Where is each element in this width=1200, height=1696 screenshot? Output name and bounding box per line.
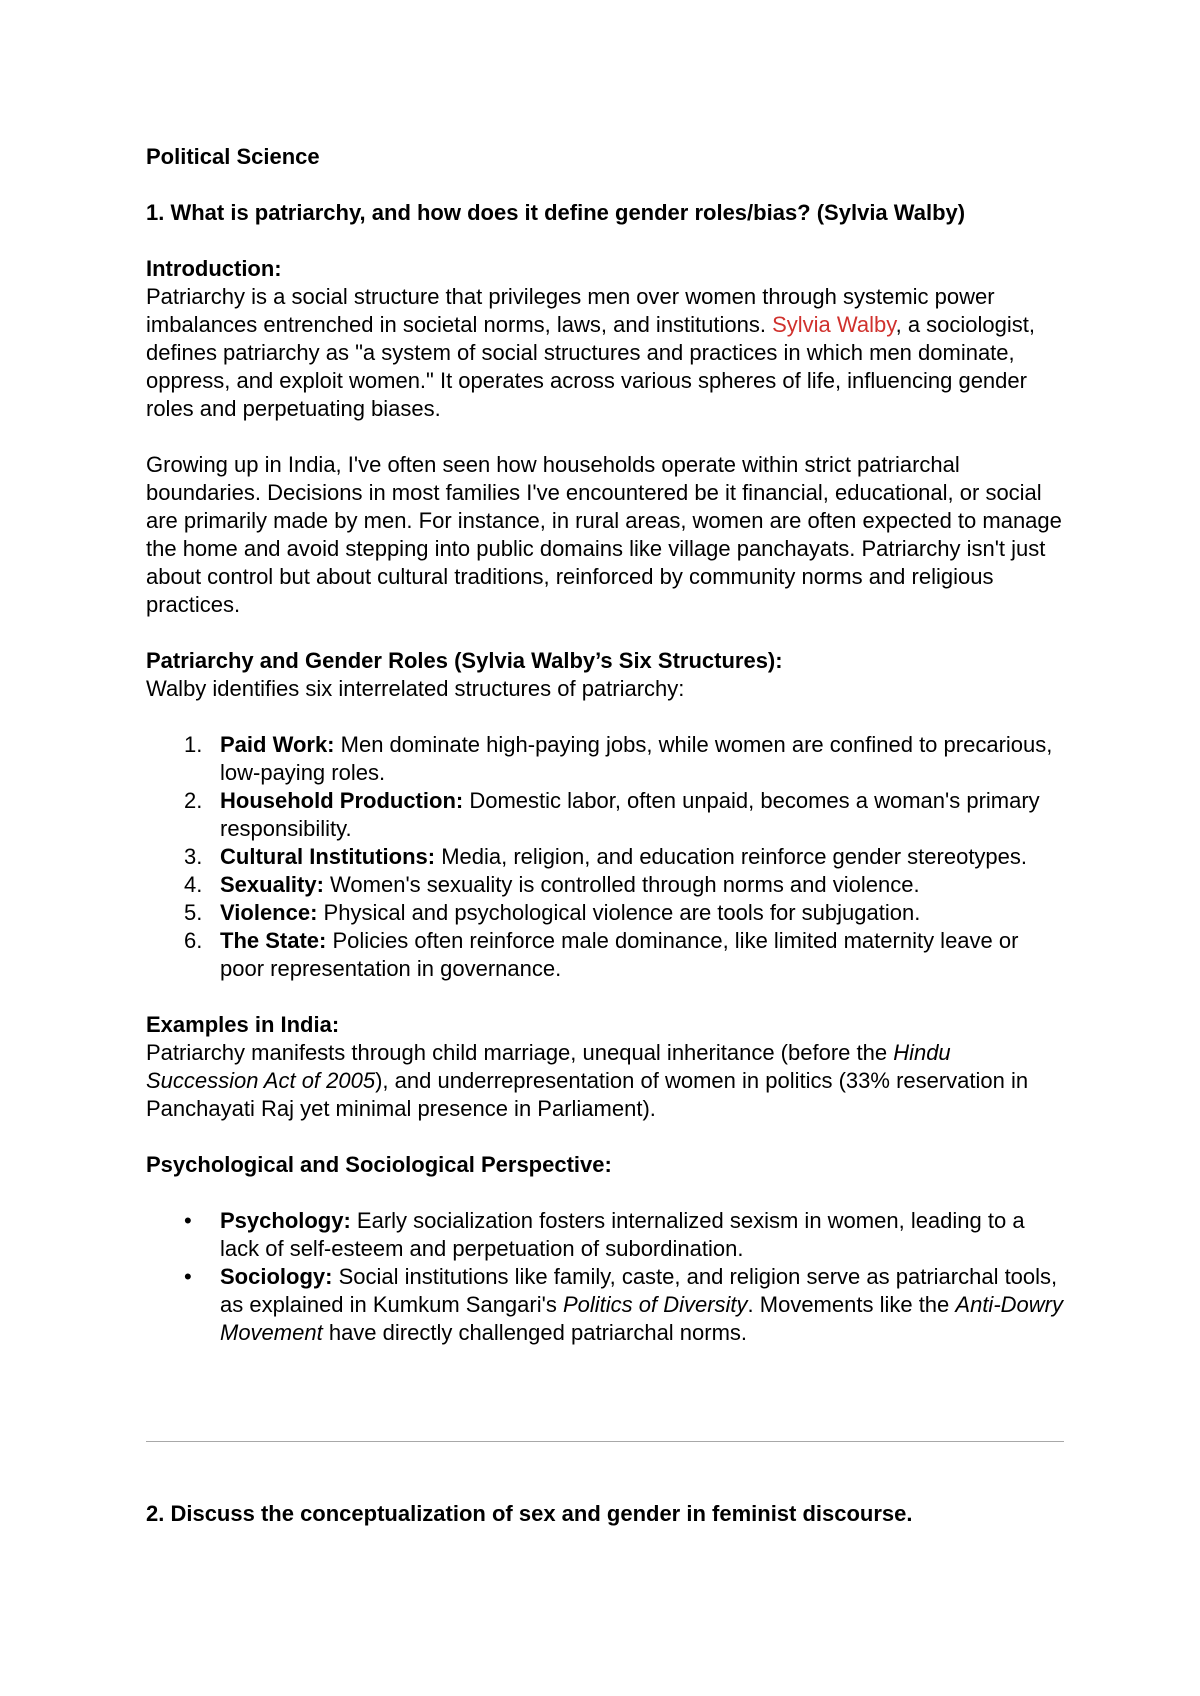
six-structures-heading: Patriarchy and Gender Roles (Sylvia Walby’s Six Structures): (146, 648, 783, 673)
list-number: 2. (184, 788, 203, 813)
list-text: Domestic labor, often unpaid, becomes a woman's primary responsibility. (220, 788, 1040, 841)
examples-heading: Examples in India: (146, 1012, 340, 1037)
list-text: Physical and psychological violence are tools for subjugation. (317, 900, 921, 925)
examples-text-after: ), and underrepresentation of women in politics (33% reservation in Panchayati Raj yet minimal presence in Parliament). (146, 1068, 1029, 1121)
bullet-icon: • (184, 1208, 192, 1233)
hindu-succession-act: Hindu Succession Act of 2005 (146, 1040, 951, 1093)
question-1-title: 1. What is patriarchy, and how does it define gender roles/bias? (Sylvia Walby) (146, 200, 966, 225)
list-text: Women's sexuality is controlled through norms and violence. (323, 872, 920, 897)
section-divider (146, 1441, 1064, 1442)
list-item (146, 899, 1066, 927)
list-term: Household Production: (220, 788, 464, 813)
six-structures-lead: Walby identifies six interrelated structures of patriarchy: (146, 676, 685, 701)
list-term: Violence: (220, 900, 318, 925)
politics-of-diversity: Politics of Diversity (562, 1292, 748, 1317)
intro-text-after: , a sociologist, defines patriarchy as "a system of social structures and practices in which men dominate, oppress, and exploit women." It operates across various spheres of life, influencing gender roles and perpetuating biases. (146, 312, 1035, 421)
examples-text-before: Patriarchy manifests through child marriage, unequal inheritance (before the (146, 1040, 894, 1065)
list-term: Cultural Institutions: (220, 844, 436, 869)
sylvia-walby-highlight: Sylvia Walby (772, 312, 896, 337)
list-text: Media, religion, and education reinforce gender stereotypes. (435, 844, 1028, 869)
perspectives-list (146, 1207, 1066, 1347)
list-text: . Movements like the (747, 1292, 956, 1317)
list-number: 4. (184, 872, 203, 897)
list-item (146, 731, 1066, 787)
list-number: 5. (184, 900, 203, 925)
question-2-title: 2. Discuss the conceptualization of sex and gender in feminist discourse. (146, 1501, 913, 1526)
list-number: 3. (184, 844, 203, 869)
list-number: 6. (184, 928, 203, 953)
list-text: have directly challenged patriarchal norms. (322, 1320, 748, 1345)
list-item (146, 1263, 1066, 1347)
list-text: Early socialization fosters internalized sexism in women, leading to a lack of self-esteem and perpetuation of subordination. (220, 1208, 1025, 1261)
bullet-icon: • (184, 1264, 192, 1289)
introduction-paragraph-1 (146, 283, 1066, 423)
list-item (146, 787, 1066, 843)
intro-text-before: Patriarchy is a social structure that privileges men over women through systemic power imbalances entrenched in societal norms, laws, and institutions. (146, 284, 995, 337)
list-text: Men dominate high-paying jobs, while women are confined to precarious, low-paying roles. (220, 732, 1053, 785)
introduction-paragraph-2: Growing up in India, I've often seen how households operate within strict patriarchal boundaries. Decisions in most families I've encountered be it financial, educational, or social are primarily made by men. For instance, in rural areas, women are often expected to manage the home and avoid stepping into public domains like village panchayats. Patriarchy isn't just about control but about cultural traditions, reinforced by community norms and religious practices. (146, 452, 1062, 617)
list-number: 1. (184, 732, 203, 757)
perspectives-heading: Psychological and Sociological Perspective: (146, 1152, 612, 1177)
list-item (146, 843, 1066, 871)
list-term: Sociology: (220, 1264, 333, 1289)
list-term: The State: (220, 928, 327, 953)
list-item (146, 1207, 1066, 1263)
list-term: Sexuality: (220, 872, 324, 897)
list-term: Paid Work: (220, 732, 335, 757)
anti-dowry-movement: Anti-Dowry Movement (220, 1292, 1063, 1345)
six-structures-list (146, 731, 1066, 983)
document-body (146, 143, 1066, 1347)
examples-paragraph (146, 1039, 1066, 1123)
list-item (146, 927, 1066, 983)
list-text: Policies often reinforce male dominance, like limited maternity leave or poor representation in governance. (220, 928, 1019, 981)
list-text: Social institutions like family, caste, and religion serve as patriarchal tools, as explained in Kumkum Sangari's (220, 1264, 1058, 1317)
document-title: Political Science (146, 144, 320, 169)
list-term: Psychology: (220, 1208, 351, 1233)
list-item (146, 871, 1066, 899)
introduction-heading: Introduction: (146, 256, 282, 281)
